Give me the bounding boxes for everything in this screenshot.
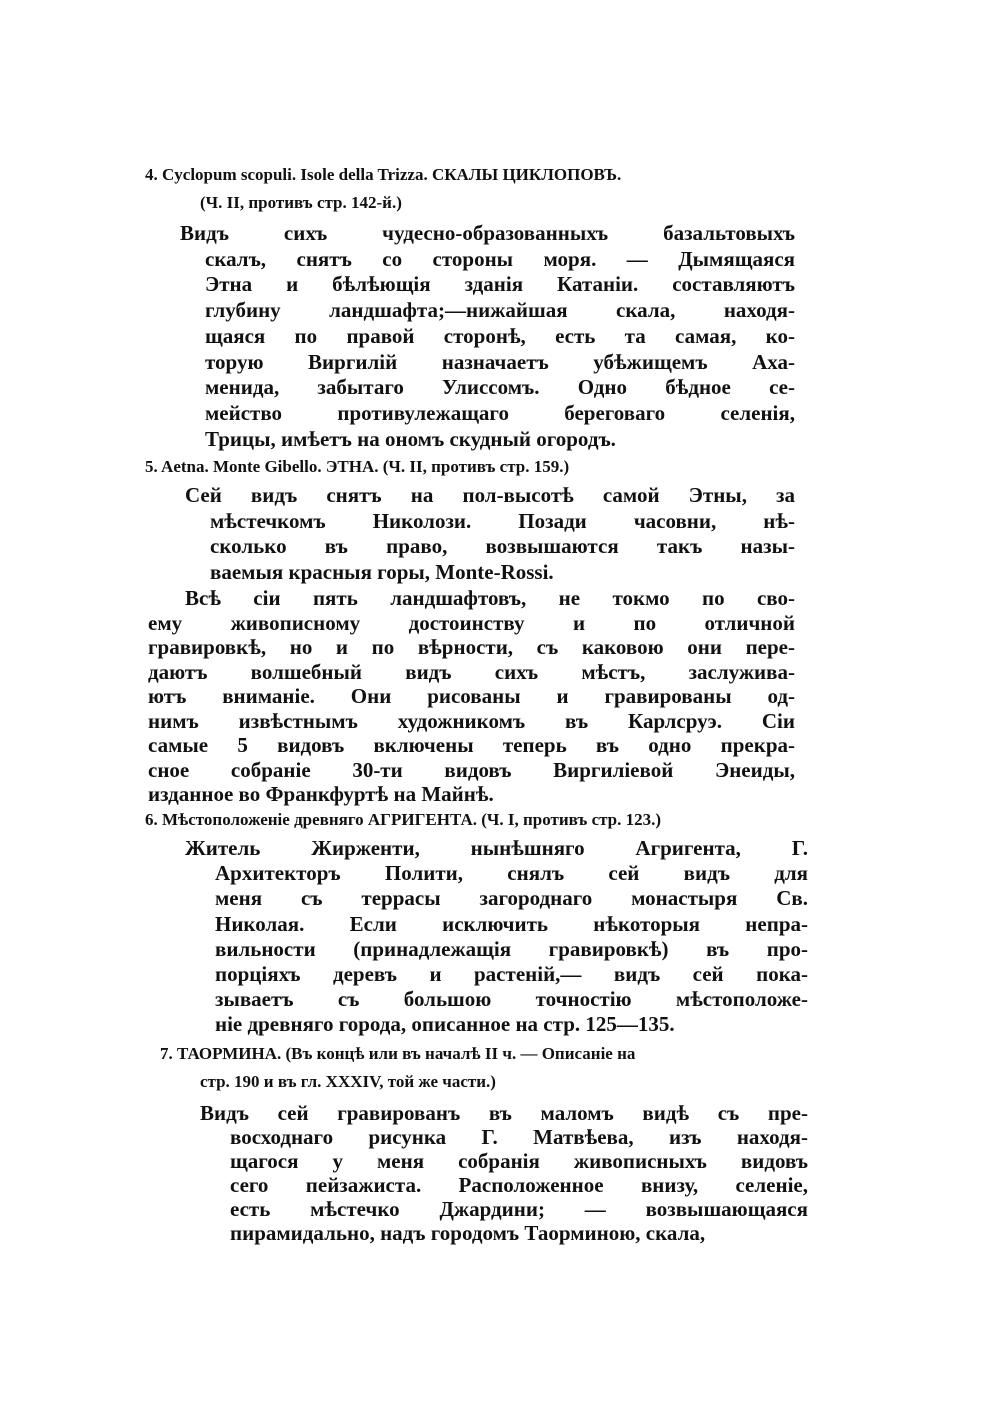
text-line: нимъ извѣстнымъ художникомъ въ Карлсруэ. Сіи bbox=[148, 709, 795, 733]
text-line: сное собраніе 30-ти видовъ Виргиліевой Энеиды, bbox=[148, 758, 795, 782]
section-heading: 4. Cyclopum scopuli. Isole della Trizza. СКАЛЫ ЦИКЛОПОВЪ. bbox=[145, 165, 622, 184]
text-line: Житель Жирженти, нынѣшняго Агригента, Г. bbox=[185, 836, 808, 860]
text-line: восходнаго рисунка Г. Матвѣева, изъ находя- bbox=[230, 1125, 808, 1149]
text-line: Николая. Если исключить нѣкоторыя непра- bbox=[215, 912, 808, 936]
text-line: менида, забытаго Улиссомъ. Одно бѣдное се- bbox=[205, 375, 795, 399]
text-line: Всѣ сіи пять ландшафтовъ, не токмо по сво- bbox=[185, 586, 795, 610]
text-line: ваемыя красныя горы, Monte-Rossi. bbox=[210, 560, 554, 584]
text-line: Сей видъ снятъ на пол-высотѣ самой Этны, за bbox=[185, 483, 795, 507]
section-heading: 7. ТАОРМИНА. (Въ концѣ или въ началѣ II ч. — Описаніе на bbox=[160, 1044, 636, 1063]
text-line: щаяся по правой сторонѣ, есть та самая, ко- bbox=[205, 324, 795, 348]
text-line: зываетъ съ большою точностію мѣстоположе- bbox=[215, 987, 808, 1011]
text-line: даютъ волшебный видъ сихъ мѣстъ, заслужива- bbox=[148, 660, 795, 684]
section-heading: 5. Aetna. Monte Gibello. ЭТНА. (Ч. II, противъ стр. 159.) bbox=[145, 457, 570, 476]
text-line: мѣстечкомъ Николози. Позади часовни, нѣ- bbox=[210, 509, 795, 533]
text-line: Архитекторъ Полити, снялъ сей видъ для bbox=[215, 861, 808, 885]
text-line: меня съ террасы загороднаго монастыря Св. bbox=[215, 886, 808, 910]
text-line: ютъ вниманіе. Они рисованы и гравированы од- bbox=[148, 684, 795, 708]
text-line: сего пейзажиста. Расположенное внизу, селеніе, bbox=[230, 1173, 808, 1197]
text-line: Этна и бѣлѣющія зданія Катаніи. составляютъ bbox=[205, 272, 795, 296]
text-line: щагося у меня собранія живописныхъ видовъ bbox=[230, 1149, 808, 1173]
text-line: пирамидально, надъ городомъ Таорминою, скала, bbox=[230, 1221, 706, 1245]
text-line: Видъ сихъ чудесно-образованныхъ базальтовыхъ bbox=[180, 221, 795, 245]
text-line: Видъ сей гравированъ въ маломъ видѣ съ пре- bbox=[200, 1101, 808, 1125]
section-subheading: (Ч. II, противъ стр. 142-й.) bbox=[200, 193, 402, 212]
text-line: порціяхъ деревъ и растеній,— видъ сей пока- bbox=[215, 962, 808, 986]
text-line: гравировкѣ, но и по вѣрности, съ каковою они пере- bbox=[148, 635, 795, 659]
section-heading: 6. Мѣстоположеніе древняго АГРИГЕНТА. (Ч. I, противъ стр. 123.) bbox=[145, 810, 662, 829]
text-line: самые 5 видовъ включены теперь въ одно прекра- bbox=[148, 733, 795, 757]
text-line: мейство противулежащаго береговаго селенія, bbox=[205, 401, 795, 425]
text-line: скалъ, снятъ со стороны моря. — Дымящаяся bbox=[205, 247, 795, 271]
text-line: ніе древняго города, описанное на стр. 125—135. bbox=[215, 1012, 675, 1036]
text-line: торую Виргилій назначаетъ убѣжищемъ Аха- bbox=[205, 350, 795, 374]
text-line: изданное во Франкфуртѣ на Майнѣ. bbox=[148, 782, 494, 806]
text-line: сколько въ право, возвышаются такъ назы- bbox=[210, 534, 795, 558]
text-line: ему живописному достоинству и по отличной bbox=[148, 611, 795, 635]
text-line: вильности (принадлежащія гравировкѣ) въ про- bbox=[215, 937, 808, 961]
text-line: глубину ландшафта;—нижайшая скала, находя- bbox=[205, 298, 795, 322]
text-line: Трицы, имѣетъ на ономъ скудный огородъ. bbox=[205, 427, 616, 451]
text-line: есть мѣстечко Джардини; — возвышающаяся bbox=[230, 1197, 808, 1221]
section-subheading: стр. 190 и въ гл. XXXIV, той же части.) bbox=[200, 1072, 496, 1091]
